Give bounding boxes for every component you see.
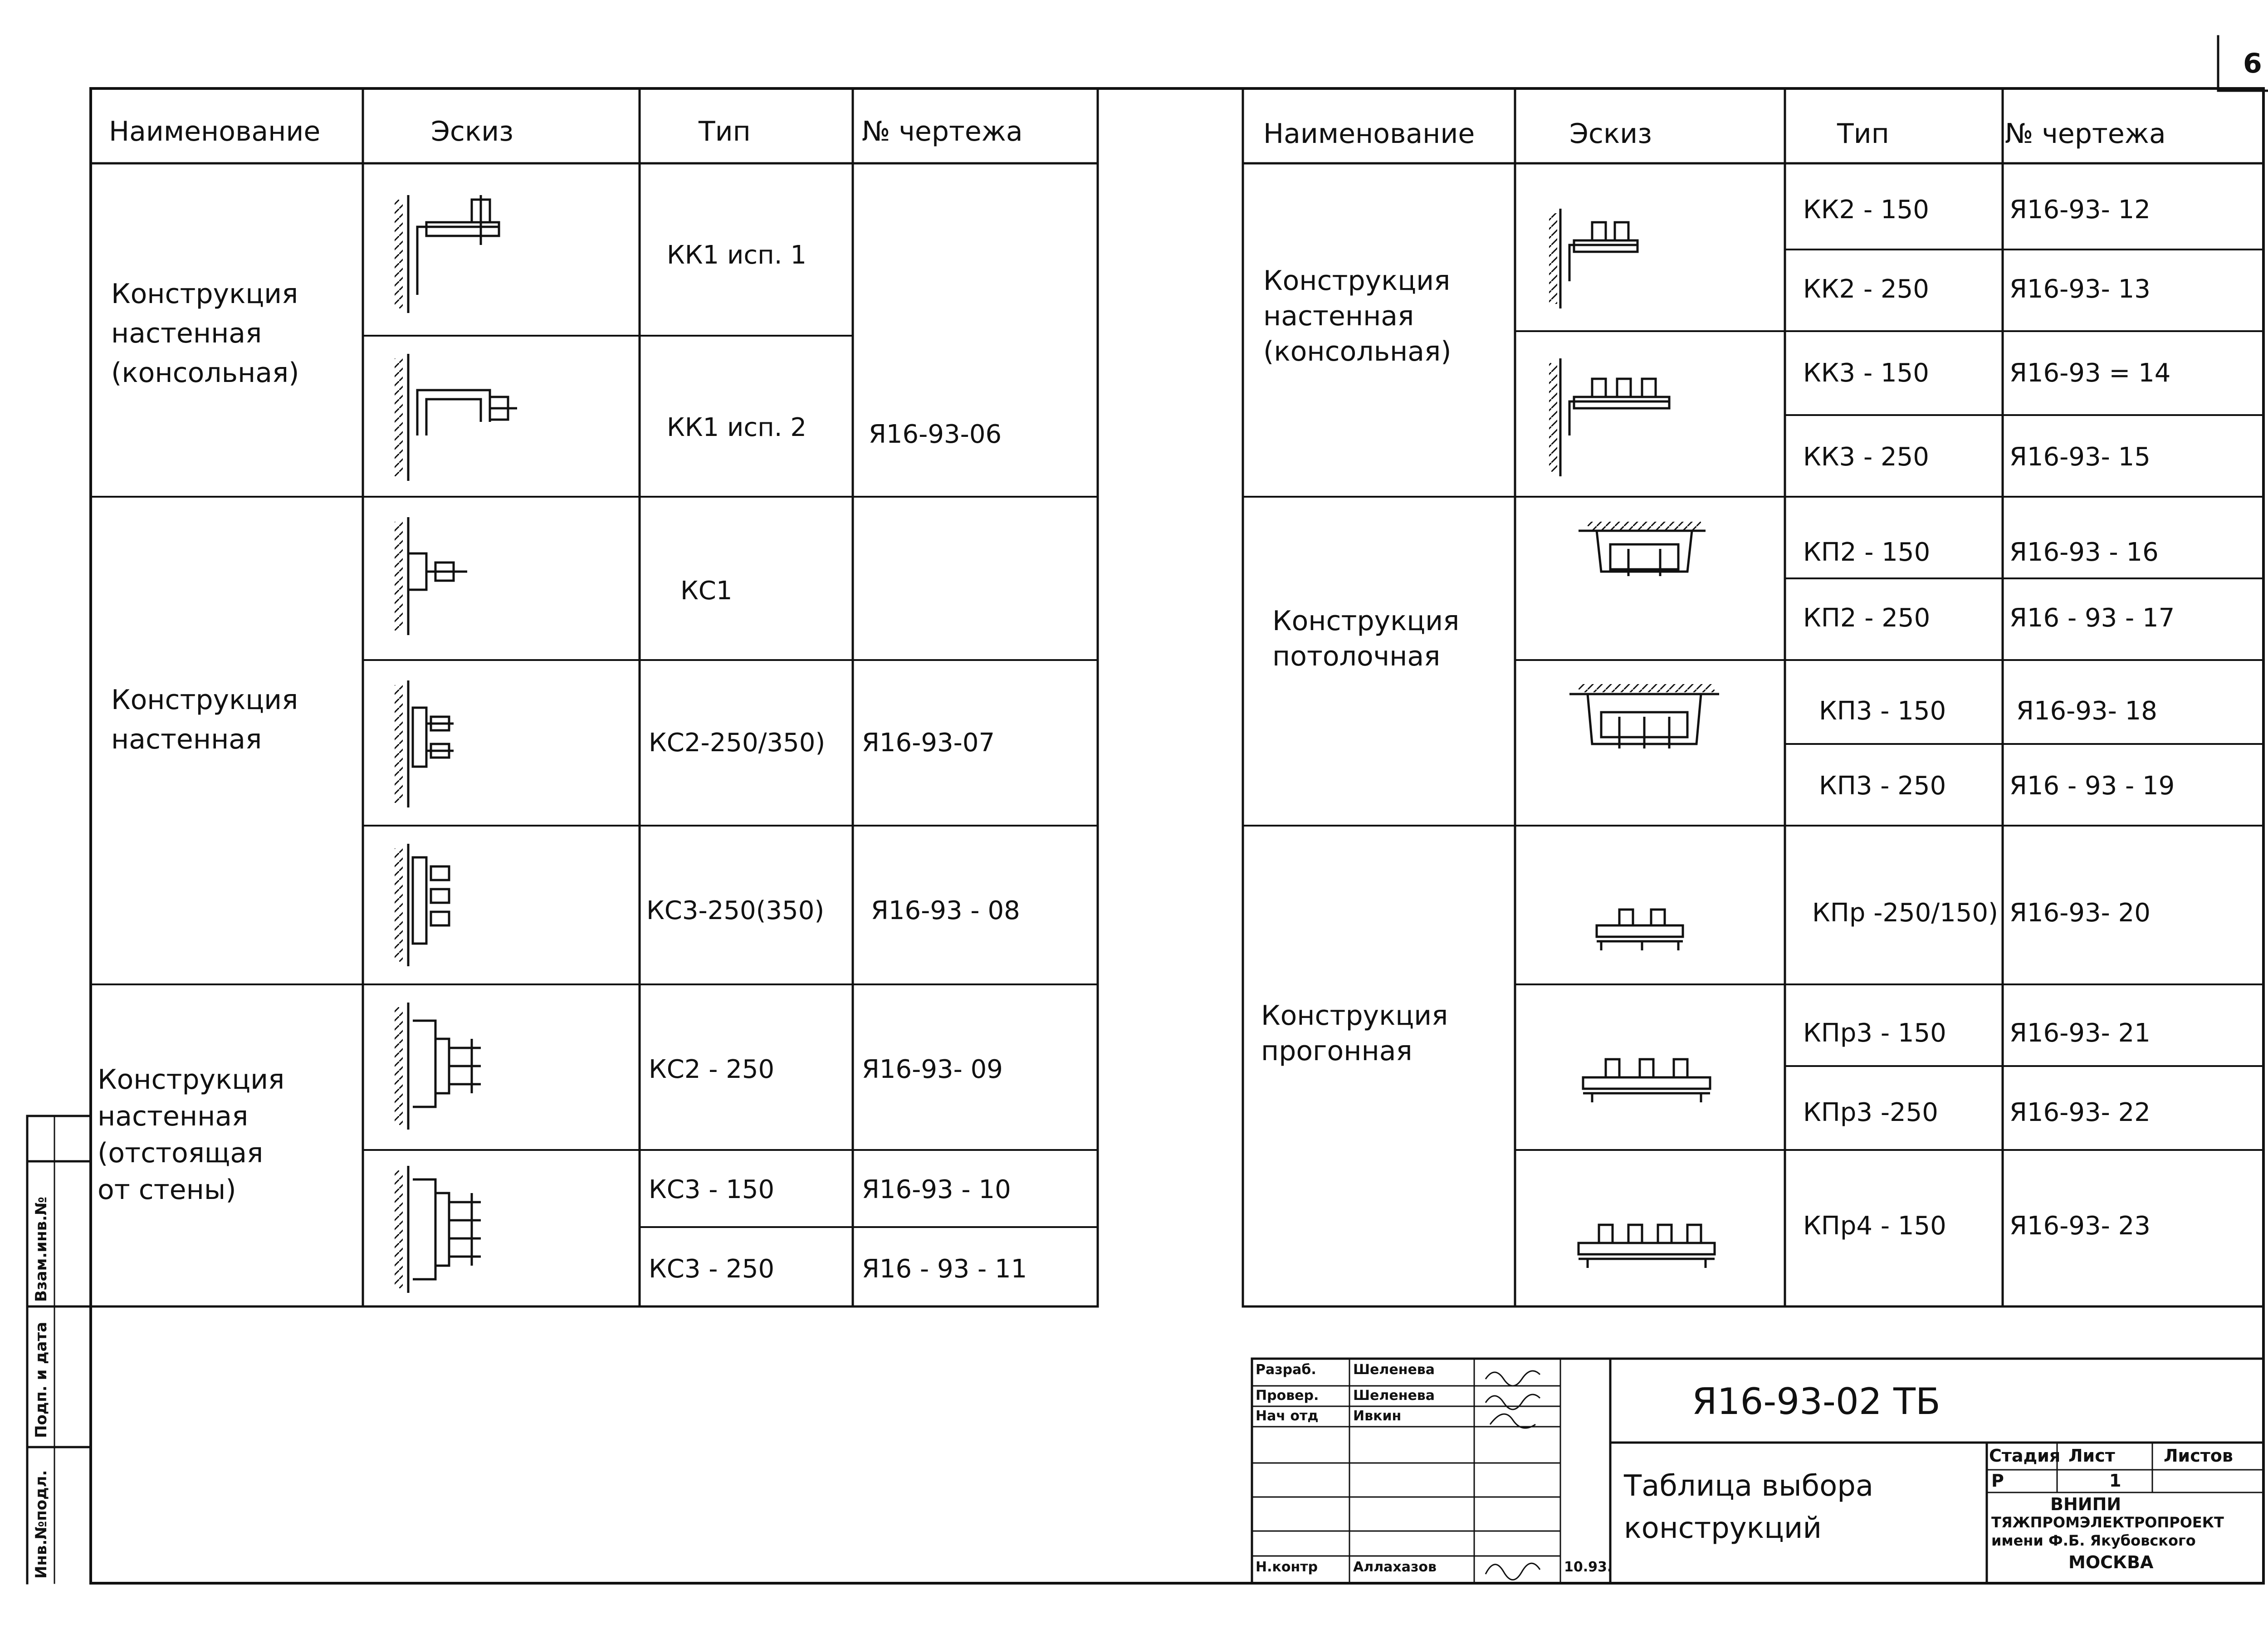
left-type-5: КС3-250(350) xyxy=(646,896,825,925)
document-code: Я16-93-02 ТБ xyxy=(1692,1380,1941,1423)
right-header-drawing: № чертежа xyxy=(2005,118,2166,150)
sketch-ks2-offset xyxy=(395,1003,481,1130)
name-norm-control: Аллахазов xyxy=(1353,1559,1437,1575)
org-line-3: имени Ф.Б. Якубовского xyxy=(1991,1532,2196,1549)
signature-norm-control xyxy=(1486,1563,1540,1580)
sketch-kk1-isp2 xyxy=(395,354,517,481)
org-line-1: ВНИПИ xyxy=(2050,1494,2121,1514)
left-group-2: Конструкция настенная xyxy=(111,684,298,755)
right-type-3: КК3 - 150 xyxy=(1803,358,1929,388)
right-type-11: КПр3 -250 xyxy=(1803,1098,1938,1127)
right-group-1: Конструкция настенная (консольная) xyxy=(1263,265,1452,367)
left-drawing-1: Я16-93-06 xyxy=(869,420,1002,449)
right-type-6: КП2 - 250 xyxy=(1803,603,1931,633)
left-type-8: КС3 - 250 xyxy=(649,1254,775,1284)
sheet-value: 1 xyxy=(2109,1471,2121,1491)
role-developer: Разраб. xyxy=(1256,1362,1316,1378)
sketches-right xyxy=(1549,209,1719,1268)
right-type-7: КП3 - 150 xyxy=(1819,696,1946,726)
signature-checker xyxy=(1486,1394,1540,1409)
stage-header: Стадия xyxy=(1989,1446,2061,1466)
left-header-name: Наименование xyxy=(109,116,321,147)
right-group-3: Конструкция прогонная xyxy=(1261,1000,1448,1067)
right-drawing-11: Я16-93- 22 xyxy=(2009,1098,2151,1127)
left-header-drawing: № чертежа xyxy=(862,116,1023,147)
right-header-name: Наименование xyxy=(1263,118,1475,150)
name-developer: Шеленева xyxy=(1353,1362,1435,1378)
sketch-kpr4 xyxy=(1579,1225,1715,1268)
right-drawing-2: Я16-93- 13 xyxy=(2009,274,2151,304)
sketch-kpr xyxy=(1597,910,1683,950)
right-type-2: КК2 - 250 xyxy=(1803,274,1929,304)
stamp-inv-original: Инв.№подл. xyxy=(32,1470,50,1579)
org-line-4: МОСКВА xyxy=(2068,1552,2154,1572)
right-type-1: КК2 - 150 xyxy=(1803,195,1929,225)
left-group-3: Конструкция настенная (отстоящая от стены) xyxy=(98,1064,285,1206)
name-head: Ивкин xyxy=(1353,1408,1402,1424)
sheet-number: 6 xyxy=(2243,48,2262,79)
right-drawing-4: Я16-93- 15 xyxy=(2009,442,2151,472)
left-header-sketch: Эскиз xyxy=(431,116,514,147)
sketches-left xyxy=(395,195,517,1293)
right-type-12: КПр4 - 150 xyxy=(1803,1211,1946,1241)
right-type-5: КП2 - 150 xyxy=(1803,538,1931,567)
sketch-ks2 xyxy=(395,680,454,807)
right-type-4: КК3 - 250 xyxy=(1803,442,1929,472)
right-drawing-10: Я16-93- 21 xyxy=(2009,1018,2151,1048)
sketch-kk3 xyxy=(1549,358,1669,476)
right-drawing-1: Я16-93- 12 xyxy=(2009,195,2151,225)
stamp-replaced-inv: Взам.инв.№ xyxy=(32,1197,50,1302)
left-type-1: КК1 исп. 1 xyxy=(667,240,807,270)
sketch-ks3-offset xyxy=(395,1166,481,1293)
sketch-kk1-isp1 xyxy=(395,195,499,313)
document-title: Таблица выбора конструкций xyxy=(1624,1469,1874,1545)
left-type-2: КК1 исп. 2 xyxy=(667,413,807,442)
sketch-ks1 xyxy=(395,517,467,635)
signature-developer xyxy=(1486,1371,1540,1386)
right-drawing-7: Я16-93- 18 xyxy=(2016,696,2157,726)
sketch-kp2 xyxy=(1579,522,1706,576)
left-header-type: Тип xyxy=(699,116,751,147)
right-type-10: КПр3 - 150 xyxy=(1803,1018,1946,1048)
right-drawing-3: Я16-93 = 14 xyxy=(2009,358,2171,388)
sheets-header: Листов xyxy=(2164,1446,2233,1466)
left-type-3: КС1 xyxy=(680,576,733,606)
sketch-ks3 xyxy=(395,844,449,966)
right-drawing-5: Я16-93 - 16 xyxy=(2009,538,2159,567)
name-checker: Шеленева xyxy=(1353,1388,1435,1404)
role-head: Нач отд xyxy=(1256,1408,1319,1424)
signature-head xyxy=(1490,1414,1535,1428)
left-type-6: КС2 - 250 xyxy=(649,1055,775,1084)
stamp-sign-date: Подп. и дата xyxy=(32,1321,50,1438)
role-norm-control: Н.контр xyxy=(1256,1559,1318,1575)
right-drawing-6: Я16 - 93 - 17 xyxy=(2009,603,2175,633)
sketch-kk2 xyxy=(1549,209,1637,308)
right-header-type: Тип xyxy=(1837,118,1889,150)
left-drawing-4: Я16-93- 09 xyxy=(862,1055,1003,1084)
sketch-kpr3 xyxy=(1583,1059,1710,1102)
stage-value: Р xyxy=(1991,1471,2004,1491)
role-checker: Провер. xyxy=(1256,1388,1319,1404)
date: 10.93. xyxy=(1564,1559,1613,1575)
right-type-8: КП3 - 250 xyxy=(1819,771,1946,801)
left-drawing-3: Я16-93 - 08 xyxy=(871,896,1020,925)
left-drawing-6: Я16 - 93 - 11 xyxy=(862,1254,1027,1284)
sheet-header: Лист xyxy=(2068,1446,2115,1466)
right-type-9: КПр -250/150) xyxy=(1812,898,1998,928)
left-group-1: Конструкция настенная (консольная) xyxy=(111,278,299,389)
left-drawing-2: Я16-93-07 xyxy=(862,728,995,758)
right-drawing-8: Я16 - 93 - 19 xyxy=(2009,771,2175,801)
right-drawing-9: Я16-93- 20 xyxy=(2009,898,2151,928)
org-line-2: ТЯЖПРОМЭЛЕКТРОПРОЕКТ xyxy=(1991,1514,2224,1531)
right-group-2: Конструкция потолочная xyxy=(1272,605,1460,672)
left-type-4: КС2-250/350) xyxy=(649,728,826,758)
sketch-kp3 xyxy=(1569,684,1719,749)
left-drawing-5: Я16-93 - 10 xyxy=(862,1175,1011,1204)
left-type-7: КС3 - 150 xyxy=(649,1175,775,1204)
right-drawing-12: Я16-93- 23 xyxy=(2009,1211,2151,1241)
signatures xyxy=(1476,1361,1558,1583)
right-header-sketch: Эскиз xyxy=(1569,118,1652,150)
